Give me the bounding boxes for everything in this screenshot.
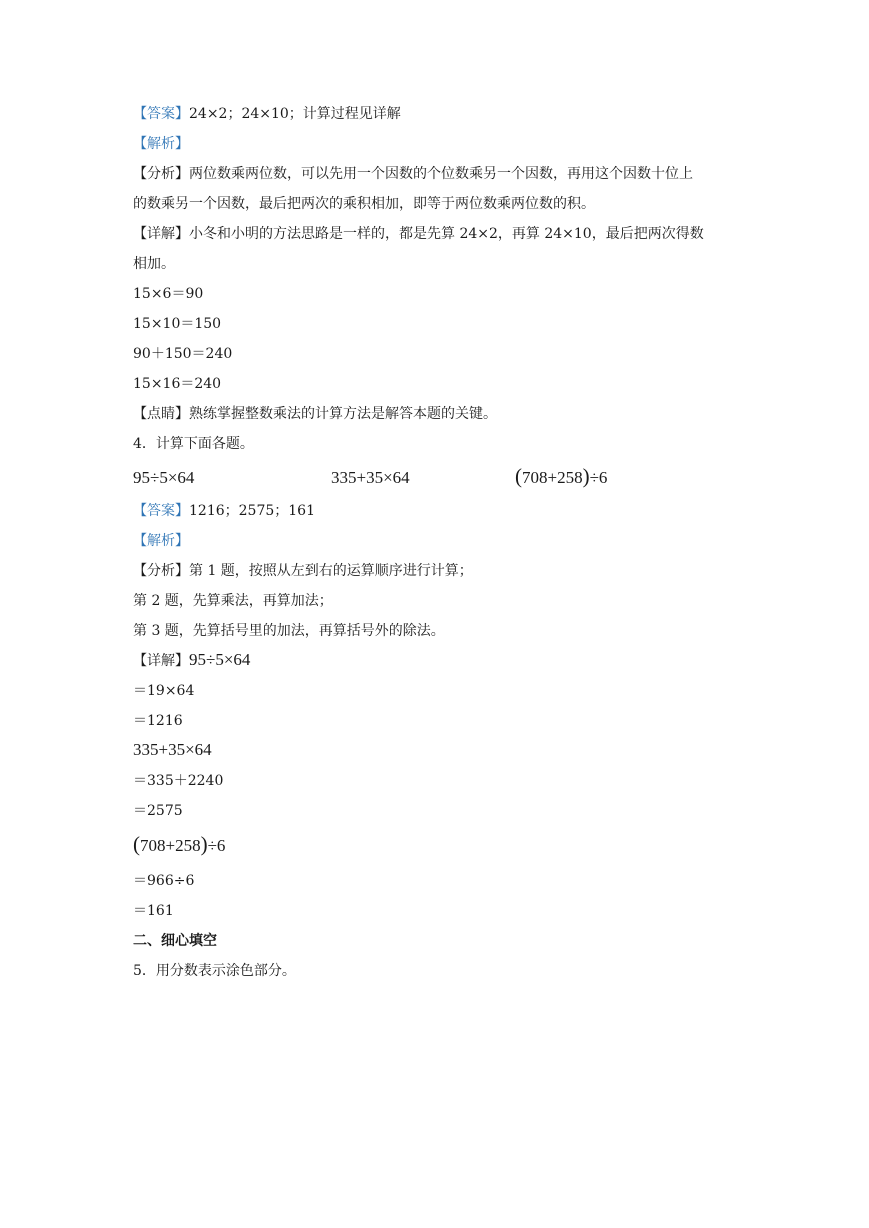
work-expression-1: 95÷5×64 <box>189 650 251 669</box>
q4-answer-line <box>133 501 315 521</box>
xiangjie-tag: 【详解】 <box>133 653 189 669</box>
q3-xiangjie-line1 <box>133 224 704 244</box>
q4-fenxi-line1 <box>133 561 473 581</box>
q5-title: 5．用分数表示涂色部分。 <box>133 963 296 979</box>
q4-title: 4．计算下面各题。 <box>133 436 254 452</box>
q3-fenxi-line2: 的数乘另一个因数，最后把两次的乘积相加，即等于两位数乘两位数的积。 <box>133 196 595 212</box>
answer-text: 1216；2575；161 <box>189 503 315 519</box>
answer-tag: 【答案】 <box>133 503 189 519</box>
xiangjie-text: 小冬和小明的方法思路是一样的，都是先算 24×2，再算 24×10，最后把两次得数 <box>189 226 704 242</box>
work-expression-3-tail: ÷6 <box>207 836 226 855</box>
expression-1: 95÷5×64 <box>133 468 195 487</box>
fenxi-tag: 【分析】 <box>133 563 189 579</box>
xiangjie-tag: 【详解】 <box>133 226 189 242</box>
calc-step: 15×10＝150 <box>133 316 222 332</box>
work-step: ＝1216 <box>133 713 183 729</box>
work-step: ＝966÷6 <box>133 873 195 889</box>
expression-3-inner: 708+258 <box>522 468 583 487</box>
q4-expressions <box>0 466 869 490</box>
q4-fenxi-line2: 第 2 题，先算乘法，再算加法； <box>133 593 333 609</box>
answer-text: 24×2；24×10；计算过程见详解 <box>189 106 401 122</box>
work-step: ＝335＋2240 <box>133 773 224 789</box>
expression-2: 335+35×64 <box>331 468 410 487</box>
work-step: ＝2575 <box>133 803 183 819</box>
expression-3-tail: ÷6 <box>589 468 608 487</box>
answer-tag: 【答案】 <box>133 106 189 122</box>
calc-step: 90＋150＝240 <box>133 346 233 362</box>
work-step: ＝19×64 <box>133 683 195 699</box>
work-step: ＝161 <box>133 903 174 919</box>
calc-step: 15×6＝90 <box>133 286 204 302</box>
dianjing-text: 熟练掌握整数乘法的计算方法是解答本题的关键。 <box>189 406 497 422</box>
analysis-tag: 【解析】 <box>133 533 189 549</box>
expression-3: (708+258)÷6 <box>515 464 608 488</box>
calc-step: 15×16＝240 <box>133 376 222 392</box>
q3-answer-line <box>133 104 401 124</box>
work-expression-3: (708+258)÷6 <box>133 832 226 856</box>
work-expression-3-inner: 708+258 <box>140 836 201 855</box>
q4-fenxi-line3: 第 3 题，先算括号里的加法，再算括号外的除法。 <box>133 623 445 639</box>
fenxi-text: 两位数乘两位数，可以先用一个因数的个位数乘另一个因数，再用这个因数十位上 <box>189 166 693 182</box>
dianjing-tag: 【点睛】 <box>133 406 189 422</box>
q4-xiangjie-line <box>133 650 250 671</box>
q3-fenxi-line1 <box>133 164 693 184</box>
q3-xiangjie-line2: 相加。 <box>133 256 175 272</box>
q3-dianjing-line <box>133 404 497 424</box>
work-expression-2: 335+35×64 <box>133 740 212 759</box>
analysis-tag: 【解析】 <box>133 136 189 152</box>
fenxi-tag: 【分析】 <box>133 166 189 182</box>
fenxi-text: 第 1 题，按照从左到右的运算顺序进行计算； <box>189 563 473 579</box>
section-title: 二、细心填空 <box>133 933 217 949</box>
